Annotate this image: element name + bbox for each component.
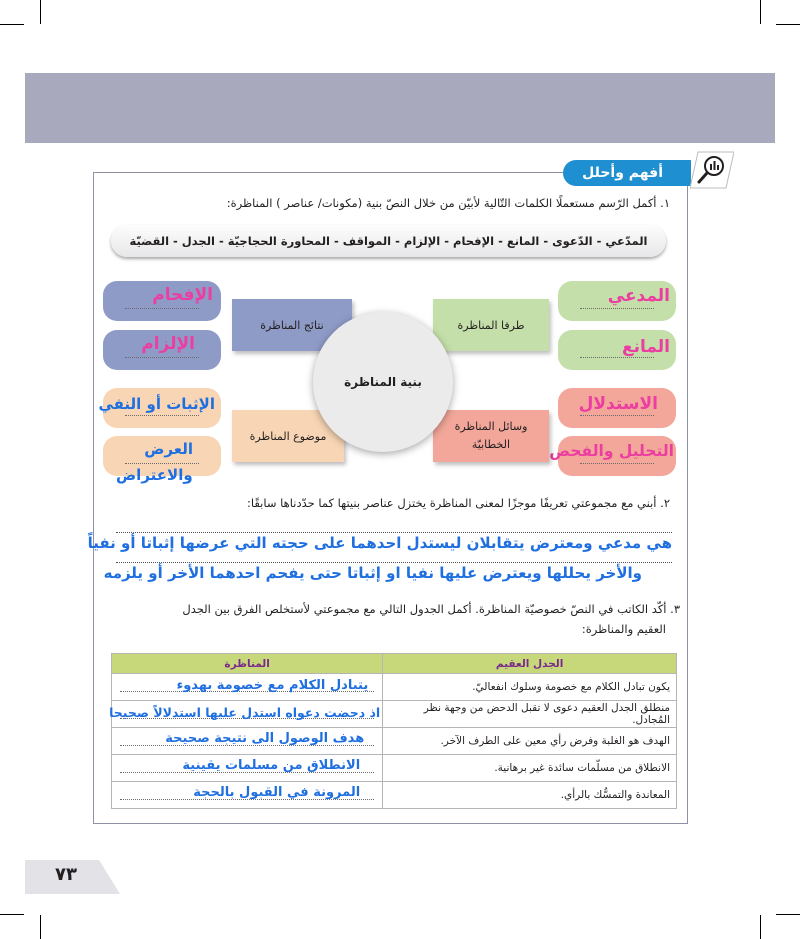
header-barren-debate: الجدل العقيم xyxy=(383,654,677,674)
answer-presentation-continued: والاعتراض xyxy=(116,466,193,484)
answer-pill-claimant: المدعي xyxy=(558,281,676,321)
debate-cell: المرونة في القبول بالحجة xyxy=(112,782,383,809)
question-1-text: ١. أكمل الرّسم مستعملًا الكلمات التّالية لأبيّن من خلال النصّ بنية (مكونات/ عناصر ) المناظرة: xyxy=(226,196,670,210)
definition-line-2: والأخر يحللها ويعترض عليها نفيا او إثباتا حتى يفحم احدهما الأخر أو يلزمه xyxy=(103,564,642,582)
center-circle: بنية المناظرة xyxy=(313,312,453,452)
table-row xyxy=(112,755,677,782)
crop-mark xyxy=(0,914,24,915)
definition-line-1: هي مدعي ومعترض يتقابلان ليستدل احدهما على حجته التي عرضها إثباتا أو نفياً xyxy=(87,534,672,552)
answer-pill-obligation: الإلزام xyxy=(103,330,221,370)
header-band xyxy=(25,73,775,143)
barren-cell: يكون تبادل الكلام مع خصومة وسلوك انفعاليّ. xyxy=(383,674,677,701)
label-results: نتائج المناظرة xyxy=(232,299,352,351)
crop-mark xyxy=(40,915,41,939)
header-debate: المناظرة xyxy=(112,654,383,674)
magnifier-chart-icon xyxy=(690,150,734,190)
label-topic: موضوع المناظرة xyxy=(232,410,344,462)
debate-cell: يتبادل الكلام مع خصومة بهدوء xyxy=(112,674,383,701)
comparison-table xyxy=(111,653,677,809)
word-bank: المدّعي - الدّعوى - المانع - الإفحام - الإلزام - المواقف - المحاورة الحجاجيّة - الجدل - القضيّة xyxy=(111,225,666,257)
page-number: ٧٣ xyxy=(55,864,77,885)
answer-pill-opponent: المانع xyxy=(558,330,676,370)
answer-pill-silencing: الإفحام xyxy=(103,281,221,321)
section-title: أفهم وأحلل xyxy=(563,160,691,186)
table-row xyxy=(112,674,677,701)
crop-mark xyxy=(760,915,761,939)
label-parties: طرفا المناظرة xyxy=(433,299,549,351)
label-means: وسائل المناظرة الخطابيّة xyxy=(433,410,549,462)
table-row xyxy=(112,782,677,809)
question-3-text-continued: العقيم والمناظرة: xyxy=(581,622,666,636)
debate-cell: الانطلاق من مسلمات يقينية xyxy=(112,755,383,782)
debate-cell: اذ دحضت دعواه استدل عليها استدلالاً صحيحا xyxy=(112,701,383,728)
table-row xyxy=(112,728,677,755)
crop-mark xyxy=(0,24,24,25)
answer-pill-analysis: التحليل والفحص xyxy=(558,436,676,476)
table-row xyxy=(112,701,677,728)
barren-cell: الهدف هو الغلبة وفرض رأي معين على الطرف الآخر. xyxy=(383,728,677,755)
answer-pill-proof: الإثبات أو النفي xyxy=(103,388,221,428)
crop-mark xyxy=(776,24,800,25)
question-2-text: ٢. أبني مع مجموعتي تعريفًا موجزًا لمعنى المناظرة يختزل عناصر بنيتها كما حدّدناها سابقًا: xyxy=(246,496,670,510)
answer-line xyxy=(116,562,672,563)
crop-mark xyxy=(40,0,41,24)
answer-pill-argument: الاستدلال xyxy=(558,388,676,428)
barren-cell: المعاندة والتمسُّك بالرأي. xyxy=(383,782,677,809)
question-3-text: ٣. أكّد الكاتب في النصّ خصوصيّة المناظرة. أكمل الجدول التالي مع مجموعتي لأستخلص الفرق بين الجدل xyxy=(182,602,680,616)
crop-mark xyxy=(760,0,761,24)
barren-cell: منطلق الجدل العقيم دعوى لا تقبل الدحض من وجهة نظر المُجادل. xyxy=(383,701,677,728)
barren-cell: الانطلاق من مسلّمات سائدة غير برهانية. xyxy=(383,755,677,782)
answer-line xyxy=(116,532,672,533)
answer-pill-presentation: العرض xyxy=(103,436,221,476)
debate-cell: هدف الوصول الى نتيجة صحيحة xyxy=(112,728,383,755)
crop-mark xyxy=(776,914,800,915)
